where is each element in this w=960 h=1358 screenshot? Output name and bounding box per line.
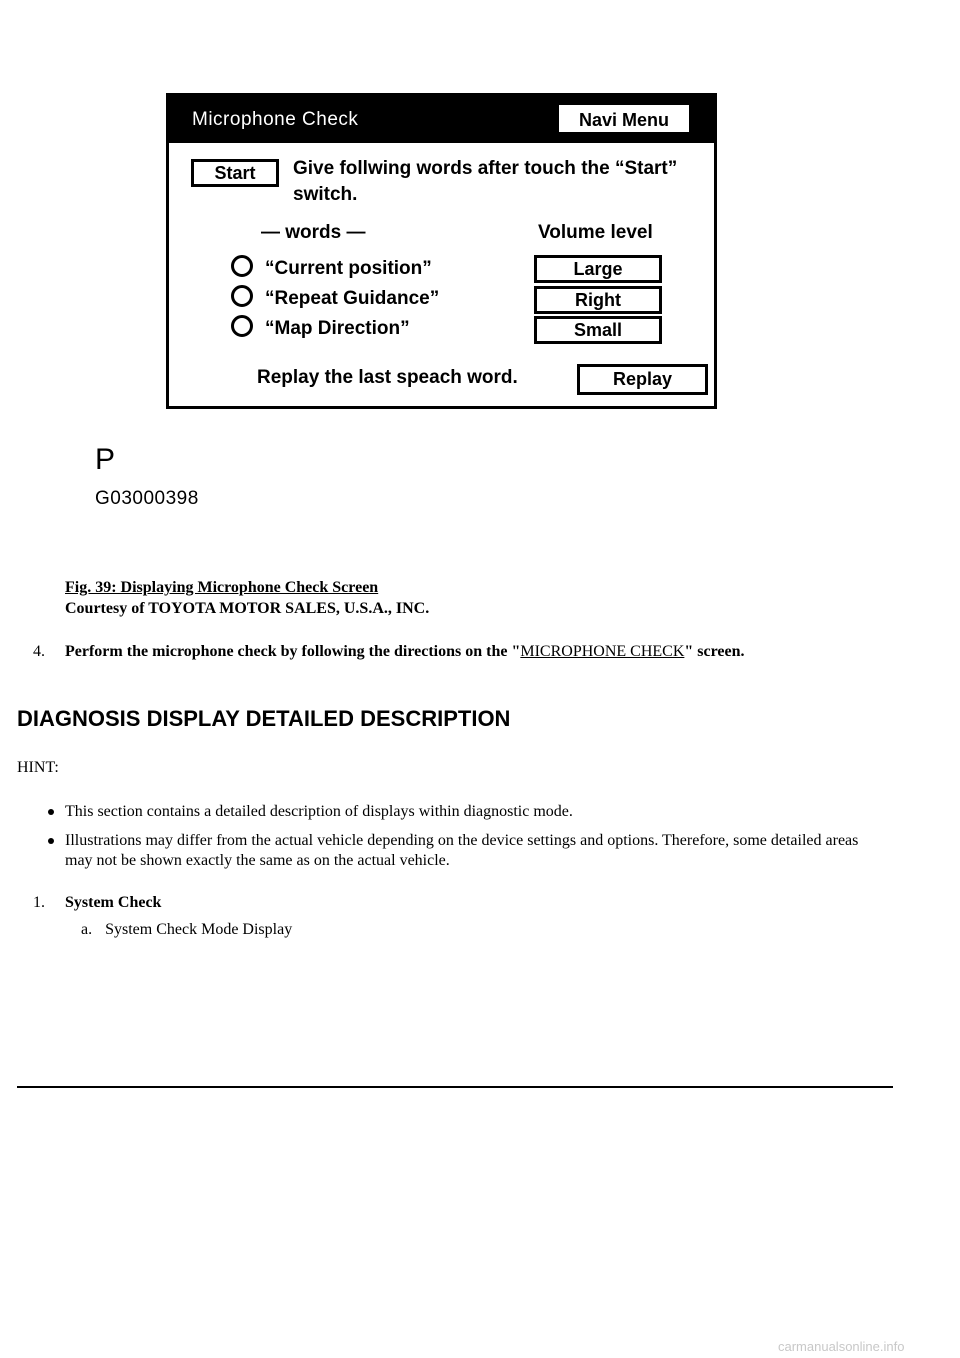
step-text — [65, 641, 863, 662]
volume-right-button: Right — [534, 286, 662, 314]
sub-step-letter: a. — [81, 921, 93, 938]
bullet-icon — [48, 838, 54, 844]
radio-circle-icon — [231, 255, 253, 277]
volume-level-header: Volume level — [538, 222, 653, 243]
screen-title: Microphone Check — [192, 109, 359, 130]
navi-menu-button: Navi Menu — [559, 105, 689, 132]
radio-circle-icon — [231, 285, 253, 307]
step-1 — [33, 894, 161, 912]
step-number: 1. — [33, 894, 45, 911]
word-label: “Repeat Guidance” — [265, 288, 440, 309]
figure-courtesy: Courtesy of TOYOTA MOTOR SALES, U.S.A., INC. — [65, 600, 430, 617]
sub-step-text: System Check Mode Display — [105, 921, 293, 938]
bullet-text: This section contains a detailed description of displays within diagnostic mode. — [65, 803, 573, 820]
start-button: Start — [191, 159, 279, 187]
sub-step-a — [81, 921, 292, 939]
list-item — [65, 802, 885, 822]
step-text-after: " screen. — [684, 643, 745, 660]
figure-letter: P — [95, 443, 116, 476]
replay-text: Replay the last speach word. — [257, 367, 518, 388]
figure-caption — [65, 577, 429, 619]
list-item — [65, 831, 885, 871]
word-item — [231, 285, 439, 310]
microphone-check-link[interactable]: MICROPHONE CHECK — [520, 643, 685, 660]
instruction-text: Give follwing words after touch the “Start” switch. — [293, 158, 678, 205]
word-item — [231, 255, 432, 280]
hint-label: HINT: — [17, 759, 59, 776]
screen-body — [169, 143, 714, 406]
bullet-icon — [48, 809, 54, 815]
replay-button: Replay — [577, 364, 708, 395]
page-divider — [17, 1086, 893, 1088]
step-text-before: Perform the microphone check by following the directions on the " — [65, 643, 521, 660]
volume-small-button: Small — [534, 316, 662, 344]
radio-circle-icon — [231, 315, 253, 337]
step-number: 4. — [33, 643, 45, 660]
figure-code: G03000398 — [95, 488, 199, 509]
volume-large-button: Large — [534, 255, 662, 283]
bullet-text: Illustrations may differ from the actual vehicle depending on the device settings and options. Therefore, some detailed areas may not be shown exactly the same as on the actual vehicle. — [65, 832, 859, 869]
section-heading: DIAGNOSIS DISPLAY DETAILED DESCRIPTION — [17, 706, 511, 731]
step-title: System Check — [65, 894, 162, 911]
step-4 — [33, 641, 863, 662]
word-label: “Map Direction” — [265, 318, 410, 339]
word-item — [231, 315, 410, 340]
figure-caption-title[interactable]: Fig. 39: Displaying Microphone Check Screen — [65, 579, 379, 596]
hint-bullet-list — [65, 802, 885, 880]
microphone-check-screen-figure — [166, 93, 717, 409]
watermark: carmanualsonline.info — [778, 1339, 905, 1354]
word-label: “Current position” — [265, 258, 432, 279]
words-header: — words — — [261, 222, 366, 243]
